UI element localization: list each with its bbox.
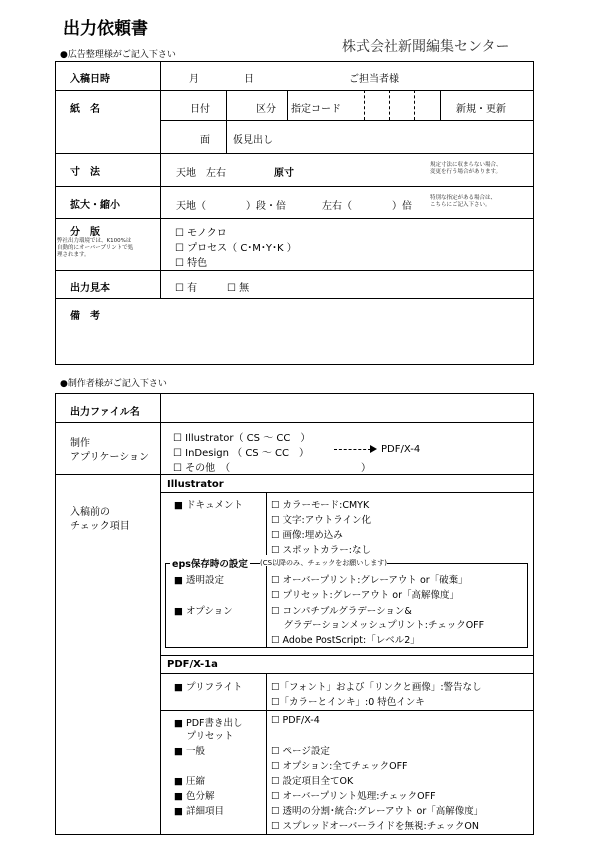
sample-label: 出力見本 xyxy=(70,283,110,294)
day-label: 日 xyxy=(244,74,254,85)
color-sep-note: 弊社出力環境では、K100%は 自動的にオーバープリントで処 理されます。 xyxy=(57,238,134,258)
page-label: 面 xyxy=(200,135,210,146)
pdf-item-page[interactable]: ☐ ページ設定 xyxy=(271,746,330,757)
section1-heading: ●広告整理様がご記入下さい xyxy=(60,50,176,60)
pdf-item-spread[interactable]: ☐ スプレッドオーバーライドを無視:チェックON xyxy=(271,821,480,832)
doc-item-colormode[interactable]: ☐ カラーモード:CMYK xyxy=(271,500,370,511)
pre-item-font[interactable]: ☐「フォント」および「リンクと画像」:警告なし xyxy=(271,682,482,693)
doc-item-spot[interactable]: ☐ スポットカラー:なし xyxy=(271,545,371,556)
date-label: 日付 xyxy=(190,104,210,115)
document-label: ■ ドキュメント xyxy=(174,500,243,511)
sample-no-checkbox[interactable]: ☐ 無 xyxy=(227,283,250,294)
paper-name-label: 紙 名 xyxy=(70,104,100,115)
section2-heading: ●制作者様がご記入下さい xyxy=(60,379,167,389)
special-color-checkbox[interactable]: ☐ 特色 xyxy=(175,258,208,269)
pdfx4-target: PDF/X-4 xyxy=(381,444,421,455)
pdf-item-x4[interactable]: ☐ PDF/X-4 xyxy=(271,715,320,726)
scale-sayu: 左右（ ）倍 xyxy=(322,201,412,212)
process-checkbox[interactable]: ☐ プロセス（ C･M･Y･K ） xyxy=(175,243,297,254)
illustrator-checkbox[interactable]: ☐ Illustrator（ CS ～ CC ） xyxy=(173,433,311,444)
arrow-dashed-line xyxy=(334,449,371,450)
precheck-label-2: チェック項目 xyxy=(70,521,130,532)
illustrator-heading: Illustrator xyxy=(167,479,224,490)
arrow-icon xyxy=(370,445,377,453)
other-close: ） xyxy=(361,463,371,474)
month-label: 月 xyxy=(189,74,199,85)
opt-item-mesh: グラデーションメッシュプリント:チェックOFF xyxy=(271,620,485,631)
other-checkbox[interactable]: ☐ その他 （ xyxy=(173,463,231,474)
app-label-2: アプリケーション xyxy=(70,452,149,463)
preflight-label: ■ プリフライト xyxy=(174,682,243,693)
color-sep-label: 分 版 xyxy=(70,227,100,238)
pdf-item-all-ok[interactable]: ☐ 設定項目全てOK xyxy=(271,776,354,787)
person-label: ご担当者様 xyxy=(349,74,399,85)
output-file-label: 出力ファイル名 xyxy=(70,407,140,418)
doc-item-outline[interactable]: ☐ 文字:アウトライン化 xyxy=(271,515,371,526)
eps-note: (CS以降のみ、チェックをお願いします) xyxy=(260,559,388,567)
dimensions-label: 寸 法 xyxy=(70,167,100,178)
dimension-note: 規定寸法に収まらない場合、 変更を行う場合があります。 xyxy=(430,162,502,175)
trans-item-overprint[interactable]: ☐ オーバープリント:グレーアウト or「破棄」 xyxy=(271,575,468,586)
pdf-item-options[interactable]: ☐ オプション:全てチェックOFF xyxy=(271,761,408,772)
entry-date-label: 入稿日時 xyxy=(70,74,110,85)
pdf-item-overprint[interactable]: ☐ オーバープリント処理:チェックOFF xyxy=(271,791,436,802)
pdf-preset-label-2: プリセット xyxy=(174,731,234,742)
proof-label: 仮見出し xyxy=(233,135,273,146)
eps-heading: eps保存時の設定 xyxy=(170,556,250,570)
scale-label: 拡大・縮小 xyxy=(70,200,120,211)
company-name: 株式会社新聞編集センター xyxy=(342,39,510,55)
new-update-label: 新規・更新 xyxy=(456,104,506,115)
actual-size: 原寸 xyxy=(274,168,294,179)
compress-label: ■ 圧縮 xyxy=(174,776,205,787)
pdf-preset-label-1: ■ PDF書き出し xyxy=(174,718,243,729)
pdf-item-flatten[interactable]: ☐ 透明の分割･統合:グレーアウト or「高解像度」 xyxy=(271,806,484,817)
dimension-values: 天地 左右 xyxy=(176,168,226,179)
color-conv-label: ■ 色分解 xyxy=(174,791,215,802)
transparency-label: ■ 透明設定 xyxy=(174,575,224,586)
precheck-label-1: 入稿前の xyxy=(70,507,110,518)
section-label: 区分 xyxy=(256,104,276,115)
doc-item-embed[interactable]: ☐ 画像:埋め込み xyxy=(271,530,343,541)
sample-yes-checkbox[interactable]: ☐ 有 xyxy=(175,283,198,294)
opt-item-compatible[interactable]: ☐ コンパチブルグラデーション& xyxy=(271,606,412,617)
indesign-checkbox[interactable]: ☐ InDesign （ CS ～ CC ） xyxy=(173,448,309,459)
advanced-label: ■ 詳細項目 xyxy=(174,806,224,817)
general-label: ■ 一般 xyxy=(174,746,205,757)
scale-tenchi: 天地（ ）段・倍 xyxy=(176,201,286,212)
pre-item-color[interactable]: ☐「カラーとインキ」:0 特色インキ xyxy=(271,697,425,708)
remarks-label: 備 考 xyxy=(70,311,100,322)
designated-code-label: 指定コード xyxy=(291,104,341,115)
app-label-1: 制作 xyxy=(70,438,90,449)
form-title: 出力依頼書 xyxy=(63,19,148,39)
opt-item-postscript[interactable]: ☐ Adobe PostScript:「レベル2」 xyxy=(271,635,420,646)
scale-note: 特別な指定がある場合は、 こちらにご記入下さい。 xyxy=(430,195,497,208)
mono-checkbox[interactable]: ☐ モノクロ xyxy=(175,228,227,239)
options-label: ■ オプション xyxy=(174,606,233,617)
trans-item-preset[interactable]: ☐ プリセット:グレーアウト or「高解像度」 xyxy=(271,590,460,601)
pdfx1a-heading: PDF/X-1a xyxy=(167,659,218,670)
